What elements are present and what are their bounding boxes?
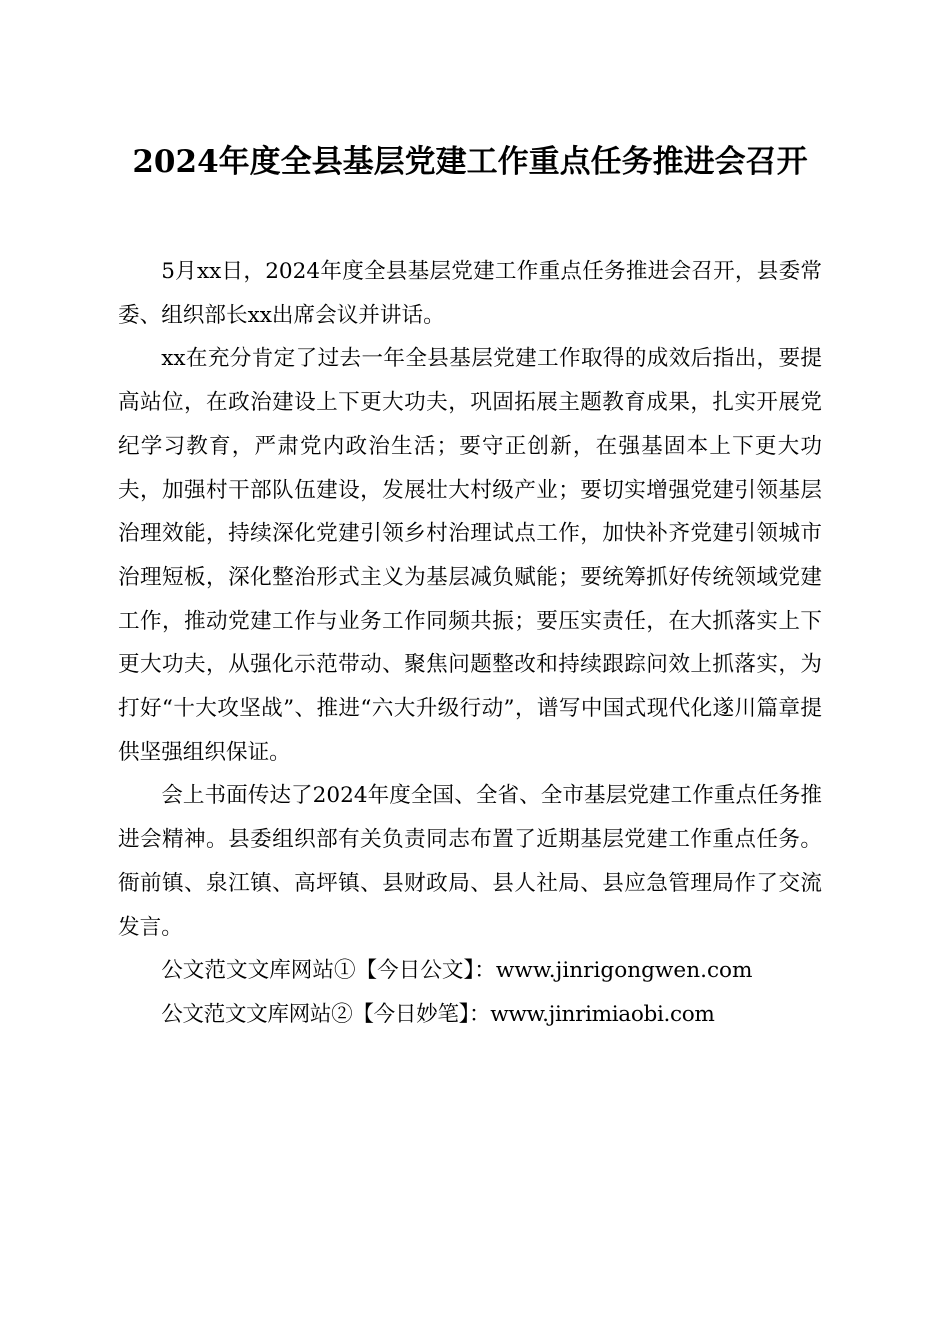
document-title: 2024年度全县基层党建工作重点任务推进会召开 xyxy=(132,144,808,180)
paragraph-speech-summary: xx在充分肯定了过去一年全县基层党建工作取得的成效后指出，要提高站位，在政治建设上下更大功夫，巩固拓展主题教育成果，扎实开展党纪学习教育，严肃党内政治生活；要守正创新，在强基固本上下更大功夫，加强村干部队伍建设，发展壮大村级产业；要切实增强党建引领基层治理效能，持续深化党建引领乡村治理试点工作，加快补齐党建引领城市治理短板，深化整治形式主义为基层减负赋能；要统筹抓好传统领域党建工作，推动党建工作与业务工作同频共振；要压实责任，在大抓落实上下更大功夫，从强化示范带动、聚焦问题整改和持续跟踪问效上抓落实，为打好“十大攻坚战”、推进“六大升级行动”，谱写中国式现代化遂川篇章提供坚强组织保证。 xyxy=(118,346,822,765)
paragraph-meeting-content: 会上书面传达了2024年度全国、全省、全市基层党建工作重点任务推进会精神。县委组织部有关负责同志布置了近期基层党建工作重点任务。衙前镇、泉江镇、高坪镇、县财政局、县人社局、县应急管理局作了交流发言。 xyxy=(118,783,822,940)
website-reference-1: 公文范文文库网站①【今日公文】：www.jinrigongwen.com xyxy=(161,958,753,984)
website-reference-2: 公文范文文库网站②【今日妙笔】：www.jinrimiaobi.com xyxy=(161,1001,715,1027)
document-body xyxy=(118,250,822,1037)
paragraph-meeting-intro: 5月xx日，2024年度全县基层党建工作重点任务推进会召开，县委常委、组织部长xx出席会议并讲话。 xyxy=(118,259,822,328)
